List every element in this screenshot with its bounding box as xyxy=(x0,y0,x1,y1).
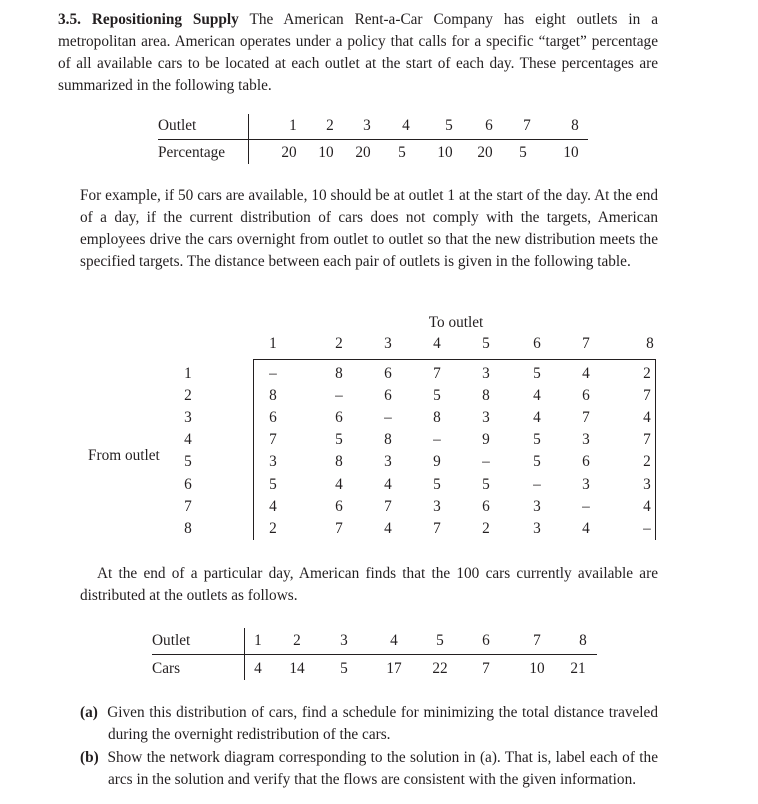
outlet-header: 7 xyxy=(533,632,541,649)
distance-cell: 5 xyxy=(533,453,541,471)
percentage-cell: 10 xyxy=(318,144,334,161)
distance-cell: 7 xyxy=(269,431,277,449)
row-label-percentage: Percentage xyxy=(158,144,226,161)
row-label-outlet: Outlet xyxy=(158,117,197,134)
table-border-top xyxy=(253,359,655,360)
cars-cell: 7 xyxy=(482,660,490,677)
outlet-header: 3 xyxy=(363,117,371,134)
distance-cell: 3 xyxy=(269,453,277,471)
distance-cell: – xyxy=(384,409,392,427)
outlet-header: 6 xyxy=(485,117,493,134)
outlet-header: 4 xyxy=(402,117,410,134)
distance-cell: 7 xyxy=(384,497,392,515)
distance-cell: – xyxy=(335,387,343,405)
outlet-header: 4 xyxy=(390,632,398,649)
row-title: From outlet xyxy=(88,447,160,464)
table-divider xyxy=(244,628,245,680)
distance-cell: – xyxy=(533,475,541,493)
distance-cell: 3 xyxy=(482,409,490,427)
paragraph-3: At the end of a particular day, American finds that the 100 cars currently available are distributed at the outlets as follows. xyxy=(80,565,658,604)
distance-cell: 8 xyxy=(433,409,441,427)
question-a xyxy=(80,702,658,746)
distance-cell: 4 xyxy=(533,387,541,405)
from-outlet-label: 1 xyxy=(184,365,192,382)
distance-cell: 2 xyxy=(643,365,651,382)
outlet-header: 1 xyxy=(254,632,262,649)
from-outlet-label: 3 xyxy=(184,409,192,427)
distance-cell: 4 xyxy=(643,497,651,515)
percentage-cell: 20 xyxy=(355,144,371,161)
from-outlet-label: 6 xyxy=(184,475,192,493)
distance-cell: 8 xyxy=(335,453,343,471)
problem-intro xyxy=(58,9,658,97)
cars-cell: 17 xyxy=(386,660,402,677)
distance-cell: 6 xyxy=(384,365,392,382)
cars-cell: 4 xyxy=(254,660,262,677)
problem-intro-text: The American Rent-a-Car Company has eight outlets in a metropolitan area. American operates under a policy that calls for a specific “target” percentage of all available cars to be located at each outlet at the start of each day. These percentages are summarized in the following table. xyxy=(58,11,658,94)
distance-cell: 7 xyxy=(433,519,441,537)
distance-cell: 9 xyxy=(433,453,441,471)
distance-cell: 6 xyxy=(582,387,590,405)
distance-cell: 2 xyxy=(269,519,277,537)
distance-cell: 3 xyxy=(384,453,392,471)
row-label-outlet: Outlet xyxy=(152,632,191,649)
cars-cell: 10 xyxy=(529,660,545,677)
outlet-header: 8 xyxy=(579,632,587,649)
from-outlet-label: 2 xyxy=(184,387,192,405)
distance-cell: 3 xyxy=(433,497,441,515)
distance-cell: 5 xyxy=(335,431,343,449)
percentage-cell: 5 xyxy=(398,144,406,161)
distance-cell: – xyxy=(482,453,490,471)
distance-cell: 5 xyxy=(433,387,441,405)
distance-cell: 8 xyxy=(335,365,343,382)
distance-cell: 5 xyxy=(433,475,441,493)
to-outlet-header: 5 xyxy=(482,335,490,352)
table-divider xyxy=(152,654,597,655)
distance-cell: – xyxy=(269,365,277,382)
to-outlet-header: 3 xyxy=(384,335,392,352)
distance-cell: 5 xyxy=(269,475,277,493)
distance-cell: 7 xyxy=(582,409,590,427)
table-border-right xyxy=(655,359,656,540)
distance-cell: – xyxy=(433,431,441,449)
to-outlet-header: 1 xyxy=(269,335,277,352)
cars-cell: 14 xyxy=(289,660,305,677)
to-outlet-header: 2 xyxy=(335,335,343,352)
distance-cell: 6 xyxy=(269,409,277,427)
column-title: To outlet xyxy=(428,314,484,331)
distance-cell: – xyxy=(582,497,590,515)
distance-cell: 6 xyxy=(582,453,590,471)
outlet-header: 1 xyxy=(289,117,297,134)
outlet-header: 7 xyxy=(523,117,531,134)
problem-title: Repositioning Supply xyxy=(91,11,239,28)
distance-cell: 4 xyxy=(533,409,541,427)
distance-cell: 3 xyxy=(533,519,541,537)
cars-cell: 21 xyxy=(570,660,586,677)
percentage-cell: 10 xyxy=(563,144,579,161)
distance-cell: 5 xyxy=(533,431,541,449)
cars-cell: 22 xyxy=(432,660,448,677)
outlet-header: 3 xyxy=(340,632,348,649)
distance-cell: 3 xyxy=(643,475,651,493)
percentage-cell: 20 xyxy=(281,144,297,161)
distance-cell: 3 xyxy=(582,475,590,493)
to-outlet-header: 6 xyxy=(533,335,541,352)
distance-cell: 2 xyxy=(482,519,490,537)
outlet-header: 2 xyxy=(326,117,334,134)
percentage-cell: 5 xyxy=(519,144,527,161)
distance-cell: 9 xyxy=(482,431,490,449)
distance-cell: 7 xyxy=(433,365,441,382)
distance-cell: 7 xyxy=(335,519,343,537)
distance-cell: 6 xyxy=(482,497,490,515)
distance-cell: 6 xyxy=(335,409,343,427)
distance-cell: 7 xyxy=(643,387,651,405)
from-outlet-label: 7 xyxy=(184,497,192,515)
question-text: Given this distribution of cars, find a schedule for minimizing the total distance traveled during the overnight redistribution of the cars. xyxy=(107,704,659,743)
distance-cell: 3 xyxy=(582,431,590,449)
distance-cell: 6 xyxy=(384,387,392,405)
percentage-cell: 20 xyxy=(477,144,493,161)
from-outlet-label: 5 xyxy=(184,453,192,471)
distance-cell: 4 xyxy=(582,365,590,382)
cars-cell: 5 xyxy=(340,660,348,677)
from-outlet-label: 4 xyxy=(184,431,192,449)
distance-cell: 4 xyxy=(384,475,392,493)
distance-cell: 8 xyxy=(384,431,392,449)
table-divider xyxy=(248,114,249,164)
row-label-cars: Cars xyxy=(152,660,181,677)
distance-cell: 4 xyxy=(269,497,277,515)
percentage-cell: 10 xyxy=(437,144,453,161)
distance-cell: 5 xyxy=(482,475,490,493)
distance-cell: 6 xyxy=(335,497,343,515)
distance-cell: 4 xyxy=(582,519,590,537)
outlet-header: 5 xyxy=(445,117,453,134)
outlet-header: 6 xyxy=(482,632,490,649)
distance-cell: 4 xyxy=(335,475,343,493)
to-outlet-header: 8 xyxy=(646,335,654,352)
question-label: (b) xyxy=(80,749,99,766)
distance-cell: 4 xyxy=(384,519,392,537)
problem-number: 3.5. xyxy=(58,11,81,28)
table-border-left xyxy=(253,359,254,540)
distance-cell: 3 xyxy=(533,497,541,515)
distance-cell: 3 xyxy=(482,365,490,382)
to-outlet-header: 4 xyxy=(433,335,441,352)
distance-cell: 7 xyxy=(643,431,651,449)
distance-cell: 5 xyxy=(533,365,541,382)
distance-cell: 8 xyxy=(269,387,277,405)
from-outlet-label: 8 xyxy=(184,519,192,537)
question-label: (a) xyxy=(80,704,98,721)
paragraph-2: For example, if 50 cars are available, 10 should be at outlet 1 at the start of the day. At the end of a day, if the current distribution of cars does not comply with the targets, American employees drive the cars overnight from outlet to outlet so that the new distribution meets the specified targets. The distance between each pair of outlets is given in the following table. xyxy=(80,187,658,270)
question-b xyxy=(80,747,658,791)
outlet-header: 2 xyxy=(293,632,301,649)
table-divider xyxy=(158,139,588,140)
distance-cell: – xyxy=(643,519,651,537)
to-outlet-header: 7 xyxy=(582,335,590,352)
distance-cell: 4 xyxy=(643,409,651,427)
question-text: Show the network diagram corresponding to the solution in (a). That is, label each of the arcs in the solution and verify that the flows are consistent with the given information. xyxy=(107,749,658,788)
distance-cell: 8 xyxy=(482,387,490,405)
distance-cell: 2 xyxy=(643,453,651,471)
outlet-header: 5 xyxy=(436,632,444,649)
outlet-header: 8 xyxy=(571,117,579,134)
